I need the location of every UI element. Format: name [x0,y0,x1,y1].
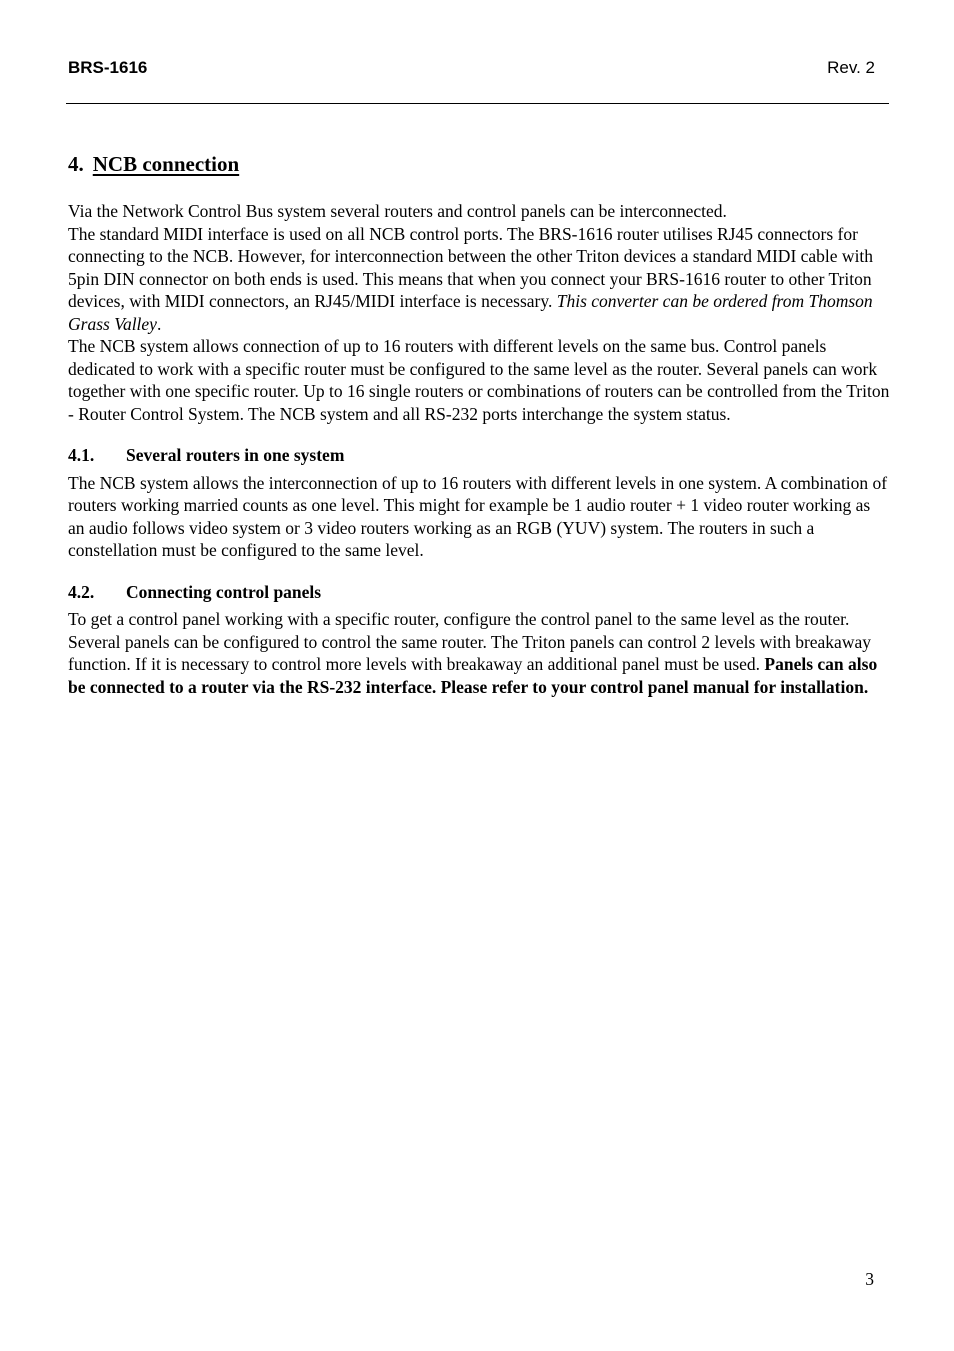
document-id: BRS-1616 [68,58,148,77]
subsection-4-1-body: The NCB system allows the interconnection of up to 16 routers with different levels in one system. A combination of routers working married counts as one level. This might for example be 1 audio router + 1 video router working as an audio follows video system or 3 video routers working as an RGB (YUV) system. The routers in such a constellation must be configured to the same level. [68,472,888,560]
revision-label: Rev. 2 [827,58,875,77]
section-heading [68,150,890,178]
page-header [68,58,875,82]
subsection-number: 4.1. [68,445,95,465]
paragraph-2-text: The standard MIDI interface is used on all NCB control ports. The BRS-1616 router utilises RJ45 connectors for connecting to the NCB. However, for interconnection between the other Triton devices a standard MIDI cable with 5pin DIN connector on both ends is used. This means that when you connect your BRS-1616 router to other Triton devices, with MIDI connectors, an RJ45/MIDI interface is necessary. [68,223,874,311]
page-content [68,150,890,698]
paragraph-2-period: . [156,313,162,334]
paragraph-2-italic-note: This converter can be ordered from Thomson Grass Valley [68,291,873,334]
section-paragraph-2 [68,223,890,336]
section-title: NCB connection [92,152,240,176]
subsection-title: Connecting control panels [126,581,322,602]
section-paragraph-3: The NCB system allows connection of up to 16 routers with different levels on the same bus. Control panels dedicated to work with a specific router must be configured to the same level as the router. Several panels can work together with one specific router. Up to 16 single routers or combinations of routers can be controlled from the Triton - Router Control System. The NCB system and all RS-232 ports interchange the system status. [68,336,890,424]
subsection-4-2-bold-note: Panels can also be connected to a router via the RS-232 interface. Please refer to your control panel manual for installation. [68,654,878,697]
header-divider [66,103,889,104]
subsection-number: 4.2. [68,581,95,602]
subsection-heading-4-1 [68,444,890,467]
subsection-heading-4-2 [68,581,890,604]
page-number: 3 [865,1269,874,1289]
section-paragraph-1: Via the Network Control Bus system several routers and control panels can be interconnected. [68,201,727,221]
subsection-4-2-body [68,608,890,698]
subsection-title: Several routers in one system [126,445,345,465]
section-number: 4. [68,152,84,176]
subsection-4-2-text: To get a control panel working with a specific router, configure the control panel to the same level as the router. Several panels can be configured to control the same router. The Triton panels can control 2 levels with breakaway function. If it is necessary to control more levels with breakaway an additional panel must be used. [68,609,871,674]
